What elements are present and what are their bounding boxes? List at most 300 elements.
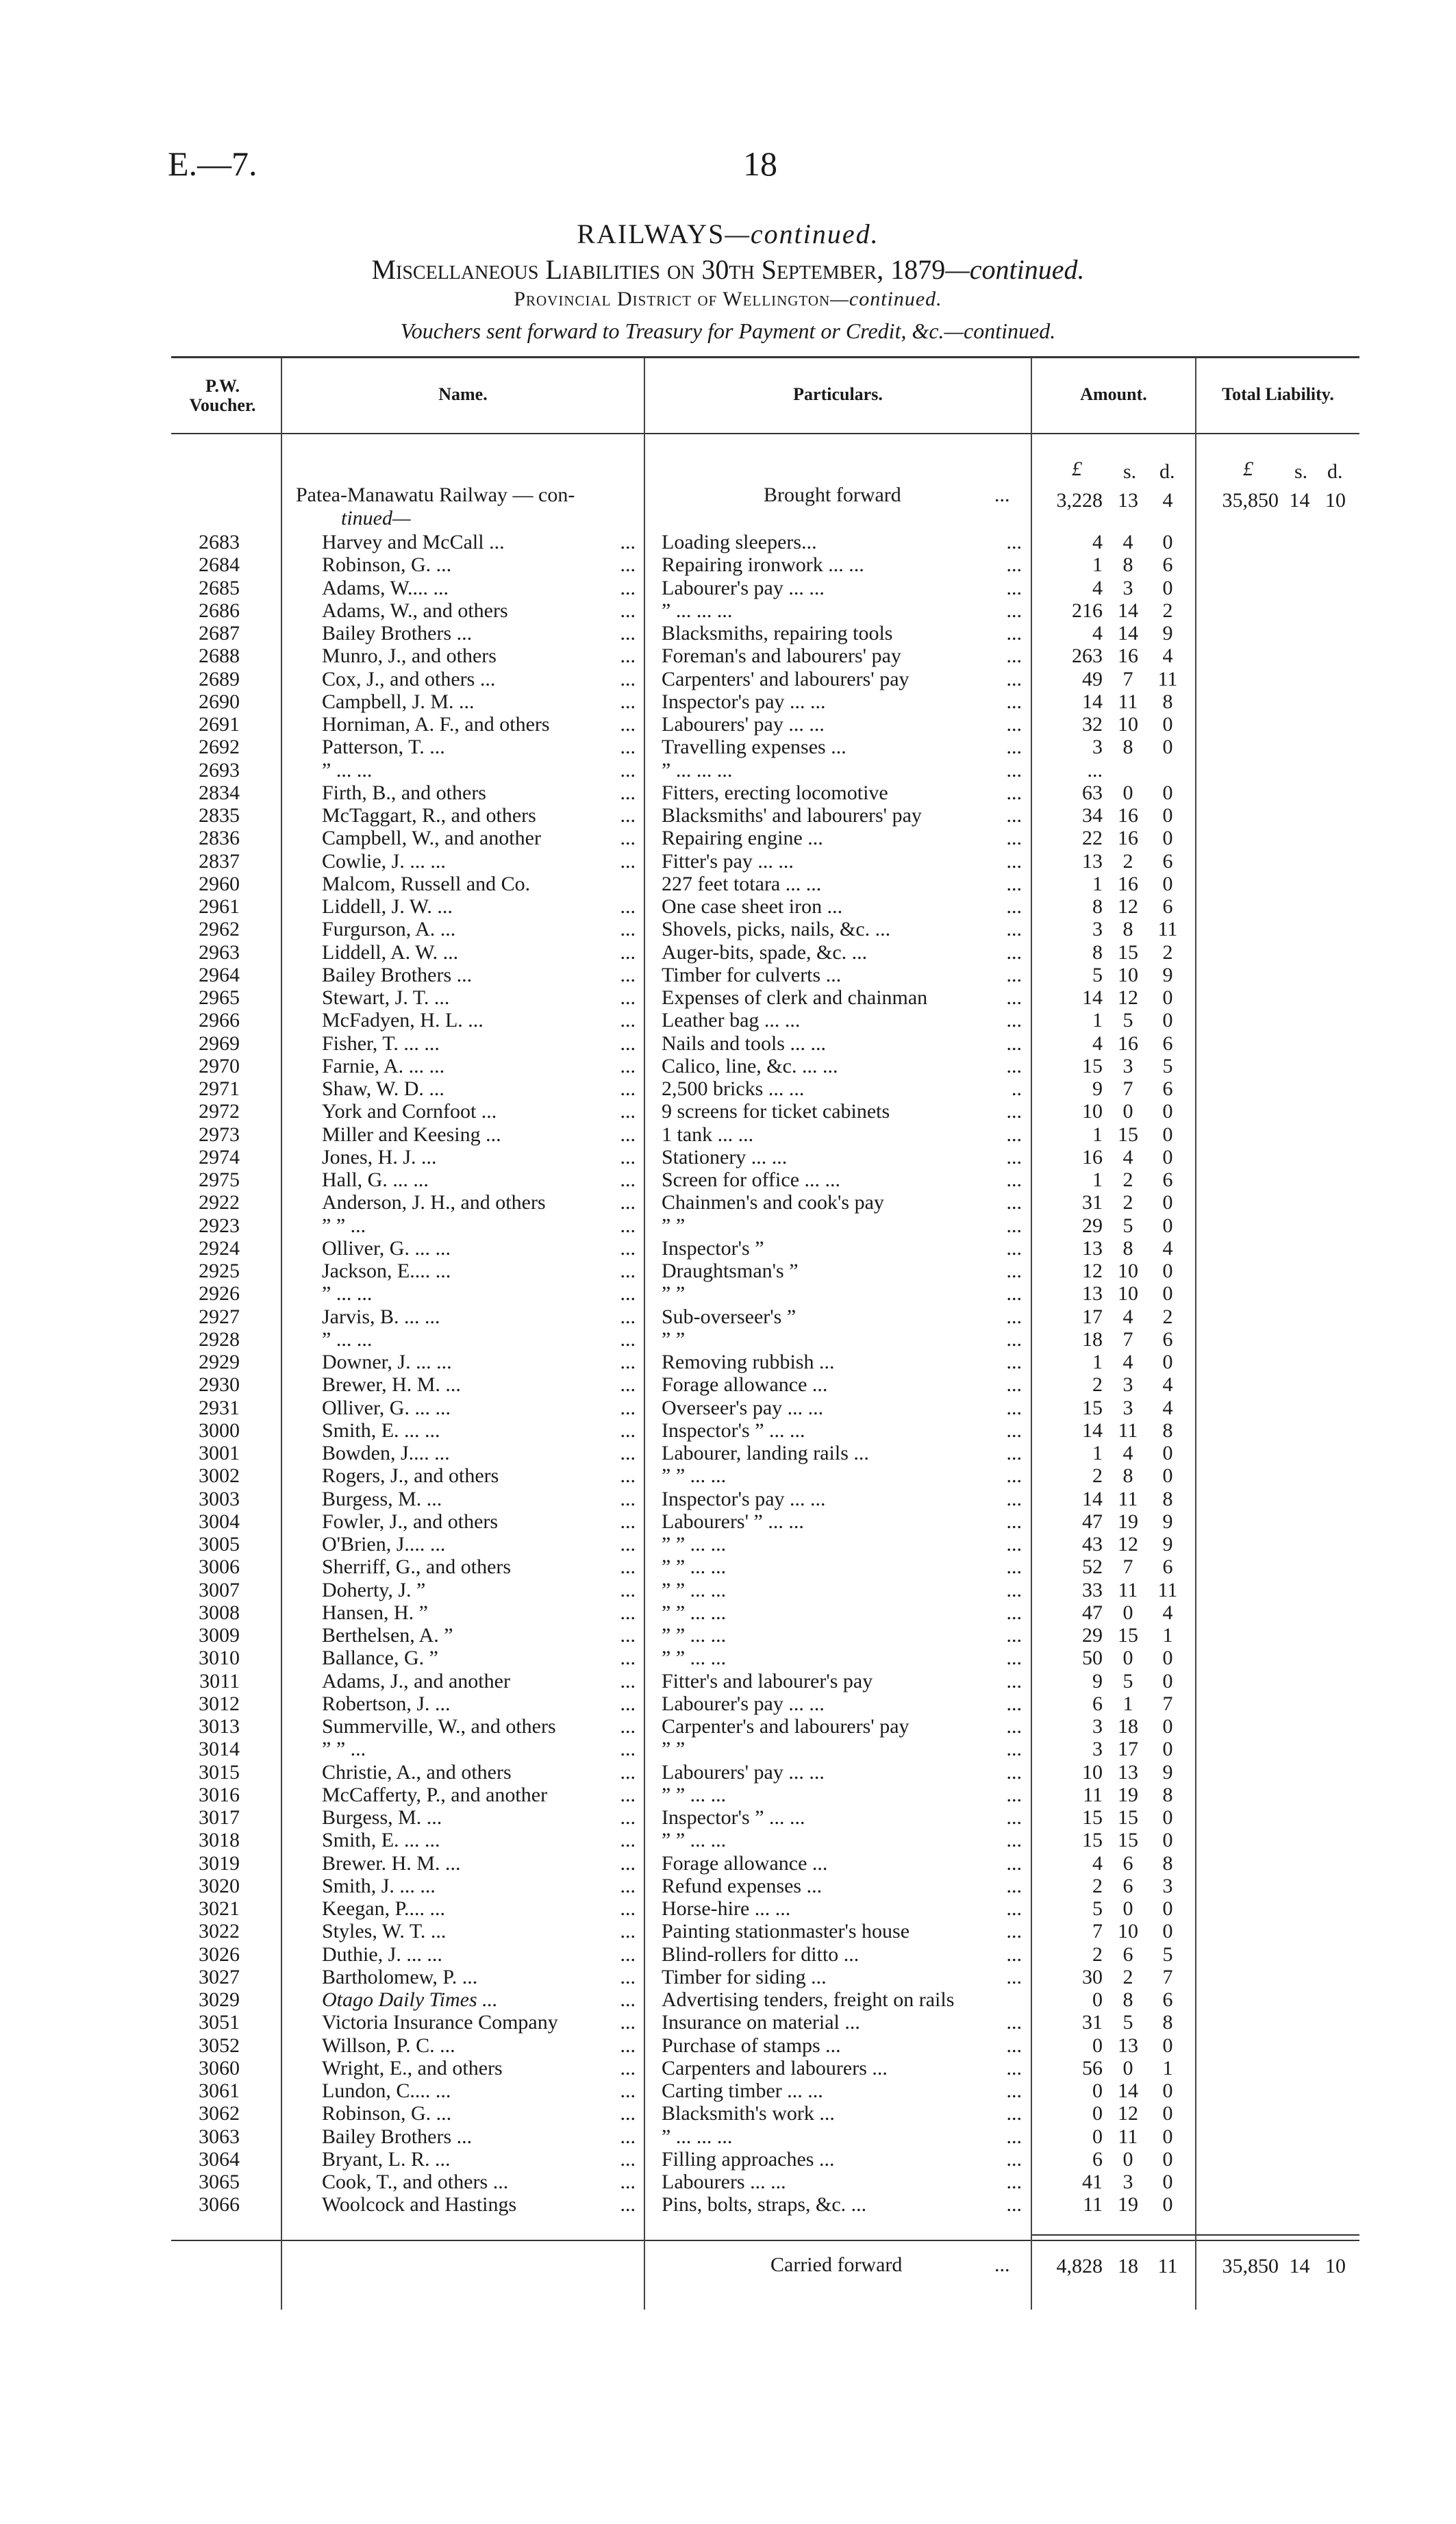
payee-name: Otago Daily Times ... bbox=[322, 1988, 498, 2011]
amount-pence: 0 bbox=[1162, 1897, 1173, 1920]
amount-pence: 2 bbox=[1162, 599, 1173, 622]
particulars: Expenses of clerk and chainman bbox=[662, 986, 928, 1009]
payee-name: Burgess, M. ... bbox=[322, 1806, 442, 1829]
payee-name: Cowlie, J. ... ... bbox=[322, 849, 446, 873]
payee-name: Wright, E., and others bbox=[322, 2056, 503, 2079]
payee-name: Bailey Brothers ... bbox=[322, 963, 473, 986]
table-top-rule bbox=[171, 356, 1359, 358]
particulars: ” ” ... ... bbox=[662, 1783, 727, 1806]
voucher-number: 2960 bbox=[199, 872, 240, 895]
voucher-number: 2685 bbox=[199, 576, 240, 599]
amount-pounds: 15 bbox=[1082, 1054, 1103, 1077]
voucher-number: 3011 bbox=[199, 1669, 240, 1692]
voucher-number: 3026 bbox=[199, 1942, 240, 1966]
name-leader-dots: ... bbox=[620, 736, 636, 759]
payee-name: Bowden, J.... ... bbox=[322, 1442, 450, 1464]
payee-name: Olliver, G. ... ... bbox=[322, 1396, 451, 1419]
amount-shillings: 4 bbox=[1122, 1305, 1133, 1328]
particulars: Refund expenses ... bbox=[662, 1874, 823, 1897]
amount-pounds: 29 bbox=[1082, 1624, 1103, 1647]
table-row bbox=[0, 1806, 1456, 1829]
particulars-leader-dots: ... bbox=[1006, 1692, 1022, 1715]
amount-pounds: 0 bbox=[1092, 2079, 1103, 2102]
particulars-leader-dots: ... bbox=[1006, 1145, 1022, 1169]
amount-shillings: 10 bbox=[1118, 1920, 1138, 1943]
particulars-leader-dots: ... bbox=[1006, 1897, 1022, 1920]
payee-name: Stewart, J. T. ... bbox=[322, 986, 450, 1009]
amount-shillings: 0 bbox=[1122, 2147, 1133, 2171]
amount-pounds: 22 bbox=[1082, 827, 1103, 850]
amount-pence: 0 bbox=[1162, 576, 1173, 599]
amount-pence: 0 bbox=[1162, 781, 1173, 804]
amount-pounds: 2 bbox=[1092, 1874, 1103, 1897]
table-row bbox=[0, 2057, 1456, 2079]
particulars: Purchase of stamps ... bbox=[662, 2034, 841, 2057]
amount-pounds: 13 bbox=[1082, 1236, 1103, 1260]
table-row bbox=[0, 736, 1456, 758]
voucher-number: 2925 bbox=[199, 1260, 240, 1282]
name-leader-dots: ... bbox=[620, 1373, 636, 1397]
amount-pounds: 1 bbox=[1092, 872, 1103, 895]
carried-forward-dots: ... bbox=[994, 2253, 1010, 2276]
voucher-number: 3007 bbox=[199, 1578, 240, 1601]
voucher-number: 2929 bbox=[199, 1351, 240, 1373]
table-row bbox=[0, 2011, 1456, 2034]
payee-name: Farnie, A. ... ... bbox=[322, 1054, 445, 1077]
payee-name: Downer, J. ... ... bbox=[322, 1351, 452, 1373]
name-leader-dots: ... bbox=[620, 1920, 636, 1943]
payee-name: Liddell, J. W. ... bbox=[322, 895, 453, 918]
voucher-number: 3005 bbox=[199, 1533, 240, 1555]
amount-shillings: 15 bbox=[1118, 940, 1138, 964]
amount-pounds: 43 bbox=[1082, 1533, 1103, 1555]
amount-pounds: 1 bbox=[1092, 1351, 1103, 1373]
amount-pounds: 34 bbox=[1082, 804, 1103, 827]
payee-name: Miller and Keesing ... bbox=[322, 1123, 501, 1146]
district-suffix: —continued. bbox=[830, 288, 942, 310]
payee-name: Patterson, T. ... bbox=[322, 736, 445, 759]
voucher-number: 2969 bbox=[199, 1032, 240, 1055]
payee-name: Cook, T., and others ... bbox=[322, 2171, 509, 2193]
amount-shillings: 15 bbox=[1118, 1624, 1138, 1647]
particulars: ” ” ... ... bbox=[662, 1624, 727, 1647]
amount-pence: 11 bbox=[1157, 1578, 1178, 1601]
voucher-number: 2964 bbox=[199, 963, 240, 986]
name-leader-dots: ... bbox=[620, 1510, 636, 1533]
voucher-number: 3018 bbox=[199, 1829, 240, 1852]
amount-shillings: 7 bbox=[1122, 1327, 1133, 1351]
amount-pounds: 11 bbox=[1083, 2193, 1103, 2216]
amount-pence: 0 bbox=[1162, 804, 1173, 827]
table-row bbox=[0, 782, 1456, 804]
amount-pence: 6 bbox=[1162, 1032, 1173, 1055]
particulars-leader-dots: .. bbox=[1012, 1077, 1022, 1100]
table-row bbox=[0, 1488, 1456, 1510]
amount-shillings: 3 bbox=[1122, 576, 1133, 599]
payee-name: Furgurson, A. ... bbox=[322, 918, 456, 941]
name-leader-dots: ... bbox=[620, 599, 636, 622]
name-leader-dots: ... bbox=[620, 1123, 636, 1146]
amount-pence: 5 bbox=[1162, 1942, 1173, 1966]
amount-pence: 0 bbox=[1162, 1829, 1173, 1852]
payee-name: McTaggart, R., and others bbox=[322, 804, 536, 827]
particulars-leader-dots: ... bbox=[1006, 1054, 1022, 1077]
payee-name: Harvey and McCall ... bbox=[322, 531, 505, 553]
amount-pence: 6 bbox=[1162, 1077, 1173, 1100]
amount-pence: 0 bbox=[1162, 1260, 1173, 1282]
voucher-number: 3006 bbox=[199, 1555, 240, 1579]
particulars: 2,500 bricks ... ... bbox=[662, 1077, 805, 1100]
subtitle-suffix: —continued. bbox=[945, 254, 1085, 285]
table-row bbox=[0, 1852, 1456, 1875]
amount-pence: 11 bbox=[1157, 667, 1178, 690]
amount-shillings: 0 bbox=[1122, 1100, 1133, 1123]
payee-name: Bailey Brothers ... bbox=[322, 2125, 473, 2148]
voucher-number: 3003 bbox=[199, 1487, 240, 1510]
amount-pounds: 14 bbox=[1082, 986, 1103, 1009]
amount-shillings: 8 bbox=[1122, 918, 1133, 941]
particulars-leader-dots: ... bbox=[1006, 1419, 1022, 1442]
amount-pounds: 2 bbox=[1092, 1373, 1103, 1397]
amount-pounds: 5 bbox=[1092, 1897, 1103, 1920]
amount-pence: 0 bbox=[1162, 872, 1173, 895]
table-row bbox=[0, 1601, 1456, 1624]
name-leader-dots: ... bbox=[620, 1965, 636, 1988]
payee-name: McCafferty, P., and another bbox=[322, 1783, 548, 1806]
particulars: Calico, line, &c. ... ... bbox=[662, 1054, 838, 1077]
payee-name: Jackson, E.... ... bbox=[322, 1260, 451, 1282]
name-leader-dots: ... bbox=[620, 1851, 636, 1875]
amount-shillings: 17 bbox=[1118, 1738, 1138, 1761]
particulars-leader-dots: ... bbox=[1006, 713, 1022, 736]
unit-shillings: s. bbox=[1123, 460, 1137, 483]
amount-shillings: 19 bbox=[1118, 1783, 1138, 1806]
amount-shillings: 4 bbox=[1122, 1351, 1133, 1373]
payee-name: Keegan, P.... ... bbox=[322, 1897, 445, 1920]
payee-name: Anderson, J. H., and others bbox=[322, 1191, 546, 1214]
amount-shillings: 7 bbox=[1122, 1555, 1133, 1579]
vouchers-heading: Vouchers sent forward to Treasury for Payment or Credit, &c.—continued. bbox=[400, 318, 1056, 343]
table-row bbox=[0, 1009, 1456, 1032]
col-header-total: Total Liability. bbox=[1222, 384, 1334, 404]
particulars: Carpenters and labourers ... bbox=[662, 2056, 888, 2079]
name-leader-dots: ... bbox=[620, 2193, 636, 2216]
voucher-number: 3066 bbox=[199, 2193, 240, 2216]
amount-pounds: 30 bbox=[1082, 1965, 1103, 1988]
name-leader-dots: ... bbox=[620, 2102, 636, 2125]
district-main: Provincial District of Wellington bbox=[514, 288, 831, 310]
particulars: Blacksmith's work ... bbox=[662, 2102, 835, 2125]
amount-shillings: 8 bbox=[1122, 1236, 1133, 1260]
amount-shillings: 2 bbox=[1122, 849, 1133, 873]
particulars-leader-dots: ... bbox=[1006, 1647, 1022, 1670]
name-leader-dots: ... bbox=[620, 2171, 636, 2193]
name-leader-dots: ... bbox=[620, 1191, 636, 1214]
name-leader-dots: ... bbox=[620, 1829, 636, 1852]
amount-shillings: 8 bbox=[1122, 553, 1133, 577]
amount-shillings: 6 bbox=[1122, 1874, 1133, 1897]
name-leader-dots: ... bbox=[620, 1009, 636, 1032]
particulars-leader-dots: ... bbox=[1006, 1396, 1022, 1419]
amount-pence: 0 bbox=[1162, 1191, 1173, 1214]
name-leader-dots: ... bbox=[620, 1760, 636, 1784]
amount-shillings: 4 bbox=[1122, 1442, 1133, 1464]
name-leader-dots: ... bbox=[620, 1601, 636, 1624]
amount-pence: 0 bbox=[1162, 1442, 1173, 1464]
amount-shillings: 11 bbox=[1118, 690, 1138, 713]
amount-pence: 6 bbox=[1162, 553, 1173, 577]
table-row bbox=[0, 1533, 1456, 1555]
title-suffix: —continued. bbox=[725, 218, 879, 249]
particulars-leader-dots: ... bbox=[1006, 667, 1022, 690]
table-row bbox=[0, 1738, 1456, 1760]
name-leader-dots: ... bbox=[620, 1054, 636, 1077]
amount-shillings: 3 bbox=[1122, 2171, 1133, 2193]
table-row bbox=[0, 577, 1456, 599]
amount-shillings: 2 bbox=[1122, 1169, 1133, 1191]
particulars: Filling approaches ... bbox=[662, 2147, 835, 2171]
name-leader-dots: ... bbox=[620, 827, 636, 850]
amount-pence: 0 bbox=[1162, 2193, 1173, 2216]
table-row bbox=[0, 1966, 1456, 1988]
name-leader-dots: ... bbox=[620, 1032, 636, 1055]
voucher-number: 3012 bbox=[199, 1692, 240, 1715]
amount-pence: 0 bbox=[1162, 2125, 1173, 2148]
table-row bbox=[0, 713, 1456, 736]
voucher-number: 3052 bbox=[199, 2034, 240, 2057]
voucher-number: 2931 bbox=[199, 1396, 240, 1419]
voucher-number: 3016 bbox=[199, 1783, 240, 1806]
col-header-name: Name. bbox=[438, 384, 488, 404]
name-leader-dots: ... bbox=[620, 2147, 636, 2171]
name-leader-dots: ... bbox=[620, 1533, 636, 1555]
particulars: Pins, bolts, straps, &c. ... bbox=[662, 2193, 867, 2216]
voucher-number: 3015 bbox=[199, 1760, 240, 1784]
table-row bbox=[0, 2148, 1456, 2171]
particulars: ” ... ... ... bbox=[662, 2125, 733, 2148]
voucher-number: 2688 bbox=[199, 645, 240, 668]
name-leader-dots: ... bbox=[620, 1669, 636, 1692]
particulars-leader-dots: ... bbox=[1006, 736, 1022, 759]
particulars: Forage allowance ... bbox=[662, 1373, 828, 1397]
table-row bbox=[0, 1397, 1456, 1419]
particulars: ” ” ... ... bbox=[662, 1647, 727, 1670]
table-row bbox=[0, 1305, 1456, 1328]
payee-name: Firth, B., and others bbox=[322, 781, 486, 804]
particulars-leader-dots: ... bbox=[1006, 986, 1022, 1009]
amount-pounds: 31 bbox=[1082, 2011, 1103, 2034]
particulars-leader-dots: ... bbox=[1006, 1305, 1022, 1328]
particulars: ” ” ... ... bbox=[662, 1601, 727, 1624]
amount-pounds: 16 bbox=[1082, 1145, 1103, 1169]
amount-shillings: 1 bbox=[1122, 1692, 1133, 1715]
particulars: ” ” ... ... bbox=[662, 1555, 727, 1579]
particulars: ” ... ... ... bbox=[662, 599, 733, 622]
particulars-leader-dots: ... bbox=[1006, 1965, 1022, 1988]
amount-pounds: 9 bbox=[1092, 1669, 1103, 1692]
table-row bbox=[0, 2171, 1456, 2193]
amount-shillings: 11 bbox=[1118, 1578, 1138, 1601]
voucher-number: 3014 bbox=[199, 1738, 240, 1761]
particulars-leader-dots: ... bbox=[1006, 2147, 1022, 2171]
amount-pence: 6 bbox=[1162, 1988, 1173, 2011]
payee-name: Jarvis, B. ... ... bbox=[322, 1305, 440, 1328]
particulars: ” ” ... ... bbox=[662, 1578, 727, 1601]
particulars: Chainmen's and cook's pay bbox=[662, 1191, 884, 1214]
amount-shillings: 15 bbox=[1118, 1829, 1138, 1852]
name-leader-dots: ... bbox=[620, 553, 636, 577]
amount-pence: 0 bbox=[1162, 827, 1173, 850]
payee-name: Olliver, G. ... ... bbox=[322, 1236, 451, 1260]
particulars-leader-dots: ... bbox=[1006, 576, 1022, 599]
table-row bbox=[0, 804, 1456, 827]
payee-name: Adams, J., and another bbox=[322, 1669, 510, 1692]
particulars: ” ” bbox=[662, 1282, 686, 1305]
table-row bbox=[0, 1191, 1456, 1214]
voucher-number: 2924 bbox=[199, 1236, 240, 1260]
particulars: Carpenter's and labourers' pay bbox=[662, 1715, 909, 1738]
payee-name: Malcom, Russell and Co. bbox=[322, 872, 531, 895]
voucher-number: 2922 bbox=[199, 1191, 240, 1214]
amount-pence: 0 bbox=[1162, 2034, 1173, 2057]
amount-shillings: 0 bbox=[1122, 2056, 1133, 2079]
particulars-leader-dots: ... bbox=[1006, 1555, 1022, 1579]
particulars-leader-dots: ... bbox=[1006, 2102, 1022, 2125]
table-row bbox=[0, 1829, 1456, 1851]
particulars-leader-dots: ... bbox=[1006, 1510, 1022, 1533]
amount-pounds: 2 bbox=[1092, 1464, 1103, 1488]
particulars: Inspector's pay ... ... bbox=[662, 1487, 826, 1510]
table-row bbox=[0, 1555, 1456, 1578]
particulars-leader-dots: ... bbox=[1006, 1191, 1022, 1214]
payee-name: Bryant, L. R. ... bbox=[322, 2147, 451, 2171]
payee-name: Jones, H. J. ... bbox=[322, 1145, 437, 1169]
table-row bbox=[0, 941, 1456, 964]
amount-pence: 7 bbox=[1162, 1965, 1173, 1988]
voucher-number: 3022 bbox=[199, 1920, 240, 1943]
amount-pence: 1 bbox=[1162, 2056, 1173, 2079]
particulars: Labourer's pay ... ... bbox=[662, 1692, 825, 1715]
particulars: Overseer's pay ... ... bbox=[662, 1396, 824, 1419]
voucher-number: 2691 bbox=[199, 713, 240, 736]
amount-pence: 0 bbox=[1162, 1738, 1173, 1761]
amount-pounds: 12 bbox=[1082, 1260, 1103, 1282]
particulars-leader-dots: ... bbox=[1006, 895, 1022, 918]
payee-name: Shaw, W. D. ... bbox=[322, 1077, 444, 1100]
name-leader-dots: ... bbox=[620, 1578, 636, 1601]
amount-pounds: 1 bbox=[1092, 1169, 1103, 1191]
name-leader-dots: ... bbox=[620, 758, 636, 782]
particulars-leader-dots: ... bbox=[1006, 1032, 1022, 1055]
unit-pounds: £ bbox=[1072, 458, 1082, 480]
table-row bbox=[0, 1419, 1456, 1442]
payee-name: Willson, P. C. ... bbox=[322, 2034, 455, 2057]
voucher-number: 2683 bbox=[199, 531, 240, 553]
payee-name: Liddell, A. W. ... bbox=[322, 940, 459, 964]
particulars: Horse-hire ... ... bbox=[662, 1897, 791, 1920]
carried-forward-label: Carried forward bbox=[770, 2253, 903, 2276]
table-row bbox=[0, 850, 1456, 873]
carried-rule bbox=[171, 2240, 1359, 2241]
voucher-number: 2836 bbox=[199, 827, 240, 850]
amount-shillings: 16 bbox=[1118, 1032, 1138, 1055]
particulars: Nails and tools ... ... bbox=[662, 1032, 826, 1055]
particulars-leader-dots: ... bbox=[1006, 1624, 1022, 1647]
amount-shillings: 19 bbox=[1118, 2193, 1138, 2216]
amount-pence: 6 bbox=[1162, 1327, 1173, 1351]
table-row bbox=[0, 2079, 1456, 2102]
amount-pounds: 10 bbox=[1082, 1100, 1103, 1123]
amount-pounds: 13 bbox=[1082, 849, 1103, 873]
particulars: Timber for culverts ... bbox=[662, 963, 842, 986]
amount-shillings: 3 bbox=[1122, 1373, 1133, 1397]
name-leader-dots: ... bbox=[620, 2034, 636, 2057]
voucher-number: 2961 bbox=[199, 895, 240, 918]
payee-name: Munro, J., and others bbox=[322, 645, 497, 668]
particulars: Labourers' pay ... ... bbox=[662, 1760, 825, 1784]
table-row bbox=[0, 1123, 1456, 1146]
name-leader-dots: ... bbox=[620, 1169, 636, 1191]
brought-forward-total-pence: 10 bbox=[1325, 489, 1346, 512]
payee-name: Styles, W. T. ... bbox=[322, 1920, 447, 1943]
voucher-number: 3027 bbox=[199, 1965, 240, 1988]
amount-shillings: 10 bbox=[1118, 1260, 1138, 1282]
amount-shillings: 11 bbox=[1118, 1487, 1138, 1510]
table-row bbox=[0, 1784, 1456, 1806]
amount-pounds: 4 bbox=[1092, 531, 1103, 553]
payee-name: Smith, E. ... ... bbox=[322, 1829, 440, 1852]
amount-pounds: 50 bbox=[1082, 1647, 1103, 1670]
amount-pounds: 14 bbox=[1082, 1487, 1103, 1510]
amount-pounds: 33 bbox=[1082, 1578, 1103, 1601]
voucher-number: 3019 bbox=[199, 1851, 240, 1875]
particulars: ” ” bbox=[662, 1738, 686, 1761]
table-row bbox=[0, 1351, 1456, 1373]
particulars: ” ” ... ... bbox=[662, 1464, 727, 1488]
amount-shillings: 8 bbox=[1122, 1464, 1133, 1488]
table-row bbox=[0, 599, 1456, 622]
amount-pounds: 4 bbox=[1092, 1032, 1103, 1055]
amount-pence: 8 bbox=[1162, 1419, 1173, 1442]
name-leader-dots: ... bbox=[620, 690, 636, 713]
amount-pence: 0 bbox=[1162, 1806, 1173, 1829]
table-row bbox=[0, 873, 1456, 895]
table-row bbox=[0, 1897, 1456, 1920]
amount-pence: 0 bbox=[1162, 1647, 1173, 1670]
amount-shillings: 2 bbox=[1122, 1965, 1133, 1988]
amount-shillings: 4 bbox=[1122, 1145, 1133, 1169]
payee-name: Lundon, C.... ... bbox=[322, 2079, 451, 2102]
voucher-number: 2687 bbox=[199, 622, 240, 645]
voucher-number: 2926 bbox=[199, 1282, 240, 1305]
amount-pounds: 3 bbox=[1092, 736, 1103, 759]
amount-pounds: 1 bbox=[1092, 1009, 1103, 1032]
amount-pence: 6 bbox=[1162, 895, 1173, 918]
particulars: ” ... ... ... bbox=[662, 758, 733, 782]
subtitle-main: Miscellaneous Liabilities on 30th September, 1879 bbox=[371, 254, 946, 285]
amount-pence: 9 bbox=[1162, 1510, 1173, 1533]
amount-pence: 2 bbox=[1162, 1305, 1173, 1328]
name-leader-dots: ... bbox=[620, 667, 636, 690]
voucher-number: 3060 bbox=[199, 2056, 240, 2079]
payee-name: Duthie, J. ... ... bbox=[322, 1942, 442, 1966]
table-row bbox=[0, 918, 1456, 940]
brought-forward-total-shillings: 14 bbox=[1289, 489, 1310, 512]
payee-name: Brewer, H. M. ... bbox=[322, 1373, 461, 1397]
particulars: Screen for office ... ... bbox=[662, 1169, 841, 1191]
table-row bbox=[0, 668, 1456, 690]
name-leader-dots: ... bbox=[620, 849, 636, 873]
